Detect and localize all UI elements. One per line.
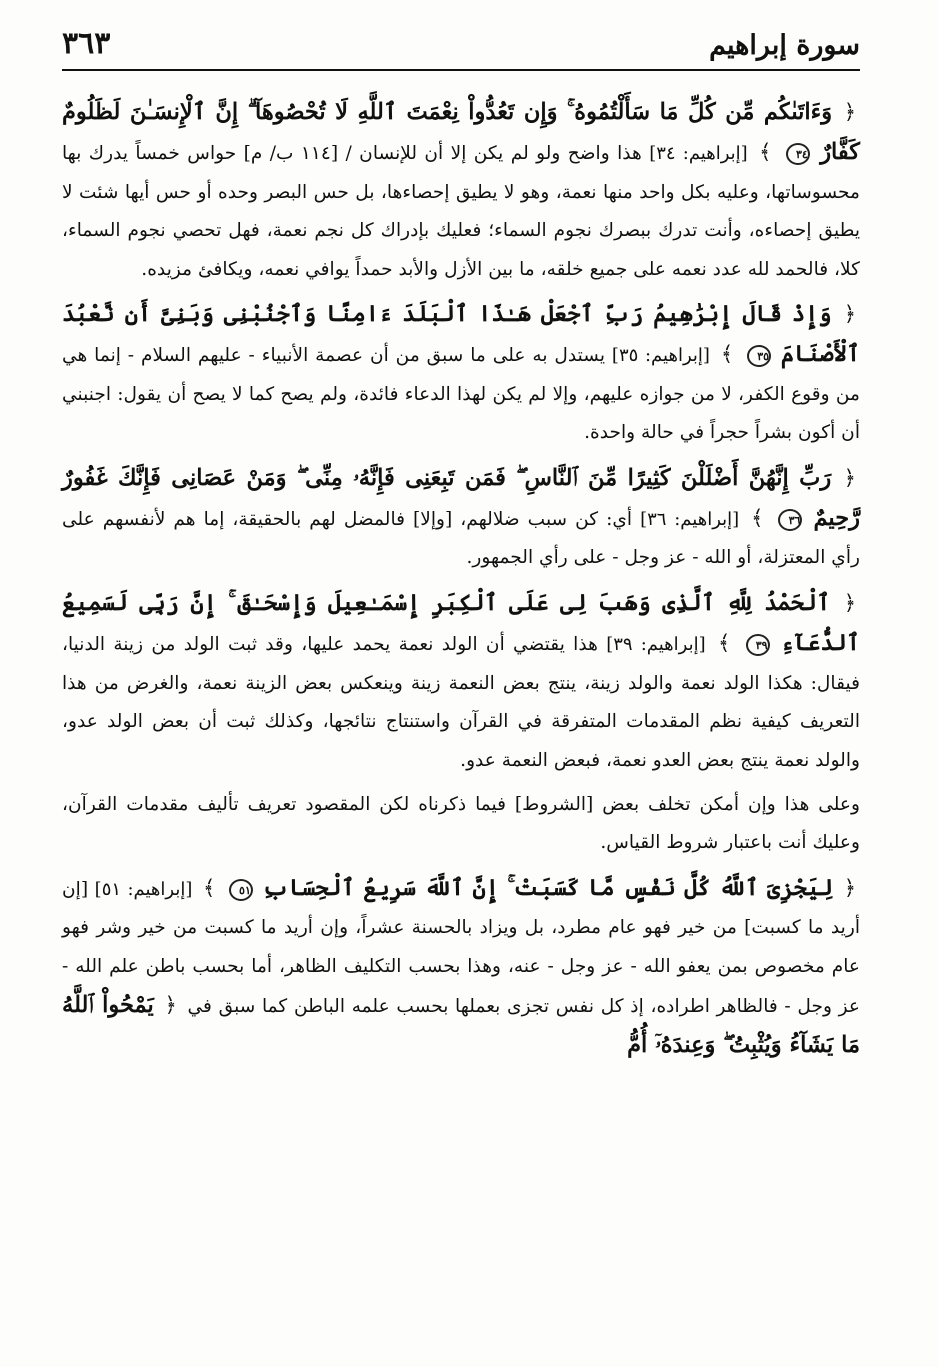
quran-open-bracket: ﴿ (843, 590, 856, 615)
ayah-number-marker: ٥١ (229, 879, 253, 901)
quran-verse: ٱلْحَمْدُ لِلَّهِ ٱلَّذِى وَهَبَ لِى عَلَى ٱلْكِبَرِ إِسْمَـٰعِيلَ وَإِسْحَـٰقَ ۚ إِنَّ رَبِّى لَسَمِيعُ ٱلدُّعَآءِ (62, 589, 860, 657)
quran-close-bracket: ﴾ (759, 140, 772, 165)
ayah-number-marker: ٣٦ (778, 509, 802, 531)
paragraph-4 (62, 584, 860, 780)
quran-close-bracket: ﴾ (720, 342, 734, 367)
quran-close-bracket: ﴾ (751, 506, 764, 531)
quran-verse: رَبِّ إِنَّهُنَّ أَضْلَلْنَ كَثِيرًا مِّنَ ٱلنَّاسِ ۖ فَمَن تَبِعَنِى فَإِنَّهُۥ مِنِّى ۖ وَمَنْ عَصَانِى فَإِنَّكَ غَفُورٌ رَّحِيمٌ (62, 464, 860, 532)
page-header (62, 0, 860, 71)
quran-close-bracket: ﴾ (202, 875, 216, 900)
verse-reference: [إبراهيم: ٣٩] (606, 634, 706, 656)
commentary-text: أي: كن سبب ضلالهم، [وإلا] فالمضل لهم بالحقيقة، إما هم لأنفسهم على رأي المعتزلة، أو الله - عز وجل - على رأي الجمهور. (62, 509, 860, 569)
quran-open-bracket: ﴿ (843, 302, 856, 327)
surah-title: سورة إبراهيم (709, 30, 860, 61)
commentary-text: هذا واضح ولو لم يكن إلا أن للإنسان / [١١٤ ب/ م] حواس خمساً يدرك بها محسوساتها، وعليه بكل واحد منها نعمة، وهو لا يطيق إحصاءها، بل حس البصر وحده أو حس أيها شئت لا يطيق إحصاءه، وأنت تدرك ببصرك نجوم السماء؛ فعليك بإدراك كل نجم نعمة، فهل تحصي نجوم السماء، كلا، فالحمد لله عدد نعمه على جميع خلقه، ما بين الأزل والأبد حمداً يوافي نعمه، ويكافئ مزيده. (62, 143, 860, 280)
ayah-number-marker: ٣٤ (786, 143, 810, 165)
quran-open-bracket: ﴿ (843, 465, 856, 490)
paragraph-2 (62, 295, 860, 453)
quran-open-bracket: ﴿ (164, 992, 177, 1017)
paragraph-1 (62, 93, 860, 289)
verse-reference: [إبراهيم: ٣٤] (649, 143, 748, 165)
verse-reference: [إبراهيم: ٥١] (94, 878, 193, 900)
commentary-text: يستدل به على ما سبق من أن عصمة الأنبياء - عليهم السلام - إنما هي من وقوع الكفر، لا من جوازه عليهم، وإلا لم يكن لهذا الدعاء فائدة، ولم يصح كما لا يصح أن يقول: اجنبني أن أكون بشراً حجراً في حالة واحدة. (62, 345, 860, 444)
page-body (62, 71, 860, 1067)
quran-close-bracket: ﴾ (717, 631, 731, 656)
quran-verse: وَإِذْ قَالَ إِبْرَٰهِيمُ رَبِّ ٱجْعَلْ هَـٰذَا ٱلْبَلَدَ ءَامِنًا وَٱجْنُبْنِى وَبَنِىَّ أَن نَّعْبُدَ ٱلْأَصْنَامَ (62, 301, 861, 368)
paragraph-5 (62, 786, 860, 863)
paragraph-3 (62, 459, 860, 578)
quran-open-bracket: ﴿ (843, 100, 856, 124)
quran-open-bracket: ﴿ (843, 875, 857, 900)
commentary-text: وعلى هذا وإن أمكن تخلف بعض [الشروط] فيما ذكرناه لكن المقصود تعريف تأليف مقدمات القرآن، وعليك أنت باعتبار شروط القياس. (62, 793, 860, 854)
verse-reference: [إبراهيم: ٣٦] (640, 509, 740, 531)
quran-verse: وَءَاتَىٰكُم مِّن كُلِّ مَا سَأَلْتُمُوهُ ۚ وَإِن تَعُدُّواْ نِعْمَتَ ٱللَّهِ لَا تُحْصُوهَآ ۗ إِنَّ ٱلْإِنسَـٰنَ لَظَلُومٌ كَفَّارٌ (62, 99, 861, 166)
page-number: ٣٦٣ (62, 26, 111, 61)
quran-verse-continued: يَمْحُواْ ٱللَّهُ مَا يَشَآءُ وَيُثْبِتُ ۖ وَعِندَهُۥٓ أُمُّ (62, 991, 860, 1059)
ayah-number-marker: ٣٥ (747, 345, 771, 367)
verse-reference: [إبراهيم: ٣٥] (611, 345, 710, 367)
commentary-text: هذا يقتضي أن الولد نعمة يحمد عليها، وقد ثبت الولد من زينة الدنيا، فيقال: هكذا الولد نعمة والولد زينة، ينتج بعض النعمة زينة وينعكس بعض الزينة نعمة، والغرض من هذا التعريف كيفية نظم المقدمات المتفرقة في القرآن واستنتاج نتائجها، وكذلك ثبت أن بعض الولد عدو، والولد نعمة ينتج بعض العدو نعمة، فبعض النعمة عدو. (62, 634, 860, 771)
quran-verse: لِيَجْزِىَ ٱللَّهُ كُلَّ نَفْسٍ مَّا كَسَبَتْ ۚ إِنَّ ٱللَّهَ سَرِيعُ ٱلْحِسَابِ (262, 874, 834, 901)
paragraph-6 (62, 869, 860, 1067)
commentary-text: [إن أريد ما كسبت] من خير فهو عام مطرد، بل ويزاد بالحسنة عشراً، وإن أريد ما كسبت من خير وشر فهو عام مخصوص بمن يعفو الله - عز وجل - عنه، وهذا بحسب التكليف الظاهر، أما بحسب باطن علم الله - عز وجل - فالظاهر اطراده، إذ كل نفس تجزى بعملها بحسب علمه الباطن كما سبق في (62, 878, 861, 1017)
ayah-number-marker: ٣٩ (746, 634, 770, 656)
